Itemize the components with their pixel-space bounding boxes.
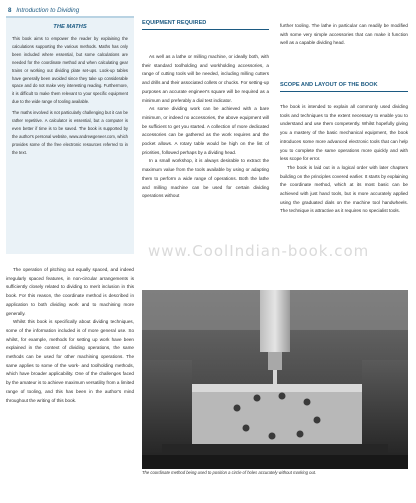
- body-paragraph: further tooling. The lathe in particular can readily be modified with some very simple accessories that can make it function well as a capable dividing head.: [280, 23, 408, 46]
- milling-photo: [142, 290, 408, 469]
- body-paragraph: The operation of pitching out equally spaced, and indeed irregularly spaced features, in non-circular arrangements is sufficiently closely related to dividing to merit inclusion in this book. For this reason, the coordinate method is described in application to both dividing work and to machining more generally.: [6, 267, 134, 316]
- chapter-title: Introduction to Dividing: [16, 7, 80, 14]
- body-paragraph: The book is laid out in a logical order with later chapters building on the principles covered earlier. It starts by explaining the coordinate method, which at its most basic can be achieved with just hand tools, but is more accurately applied using the graduated dials on the machine tool handwheels. The technique is attractive as it requires no specialist tools.: [280, 164, 408, 214]
- body-paragraph: Whilst this book is specifically about dividing techniques, some of the information included is of more general use. So whilst, for example, methods for setting up work have been explained in the context of dividing operations, the same methods can be used for other machining operations. The same applies to some of the work- and toolholding methods, which have broader applicability. One of the challenges faced by the amateur is to achieve maximum versatility from a limited range of tooling, and this has been in the author's mind throughout the writing of this book.: [6, 319, 134, 403]
- maths-sidebar: [6, 16, 134, 254]
- sidebar-paragraph: The maths involved is not particularly challenging but it can be rather repetitive. A calculator is essential, but a computer is even better if time is to be saved. The book is supported by the author's personal website, www.andrewgeneer.com, which provides some of the free electronic resources referred to in the text.: [12, 110, 128, 155]
- left-column: [6, 266, 134, 405]
- body-paragraph: As some dividing work can be achieved with a bare minimum, or indeed no accessories, the above equipment will be sufficient to get you started. A collection of more dedicated accessories can be gathered as the work requires and the pocket allows. A rotary table would be high on the list of priorities, followed perhaps by a dividing head.: [142, 106, 269, 155]
- body-paragraph: The book is intended to explain all commonly used dividing tools and techniques to the extent necessary to enable you to understand and use them competently. Whilst hopefully giving you a mastery of the basic mechanical equipment, the book introduces some more advanced electronic tools that can help you to complete the same operations more quickly and with less scope for error.: [280, 104, 408, 162]
- middle-column: [142, 53, 269, 201]
- equipment-heading: EQUIPMENT REQUIRED: [142, 20, 269, 30]
- body-paragraph: As well as a lathe or milling machine, or ideally both, with their standard toolholding and workholding accessories, a range of cutting tools will be needed, including milling cutters and drills and their associated collets or chucks. For setting-up purposes an accurate engineer's square will be required as a minimum and preferably a dial test indicator.: [142, 54, 269, 103]
- page-number: 8: [8, 7, 12, 14]
- body-paragraph: In a small workshop, it is always desirable to extract the maximum value from the tools available by using or adapting them to perform a wide range of operations. Both the lathe and milling machine can be used for certain dividing operations without: [142, 158, 269, 199]
- right-column-scope: [280, 103, 408, 216]
- page-header: [8, 7, 79, 14]
- watermark: www.CoolIndian-book.com: [148, 242, 370, 260]
- figure-caption: The coordinate method being used to position a circle of holes accurately without marking out.: [142, 470, 317, 475]
- scope-heading: SCOPE AND LAYOUT OF THE BOOK: [280, 82, 408, 92]
- sidebar-title: THE MATHS: [53, 24, 87, 30]
- sidebar-paragraph: This book aims to empower the reader by explaining the calculations supporting the various methods. Maths has only been included where essential, but some calculations are needed for the coordinate method and when calculating gear trains or working out dividing plate set-ups. Look-up tables have generally been avoided since they take up considerable space and do not make very interesting reading. Furthermore, it is difficult to make them relevant to your specific equipment due to the wide range of tooling available.: [12, 36, 128, 105]
- right-column-top: [280, 22, 408, 48]
